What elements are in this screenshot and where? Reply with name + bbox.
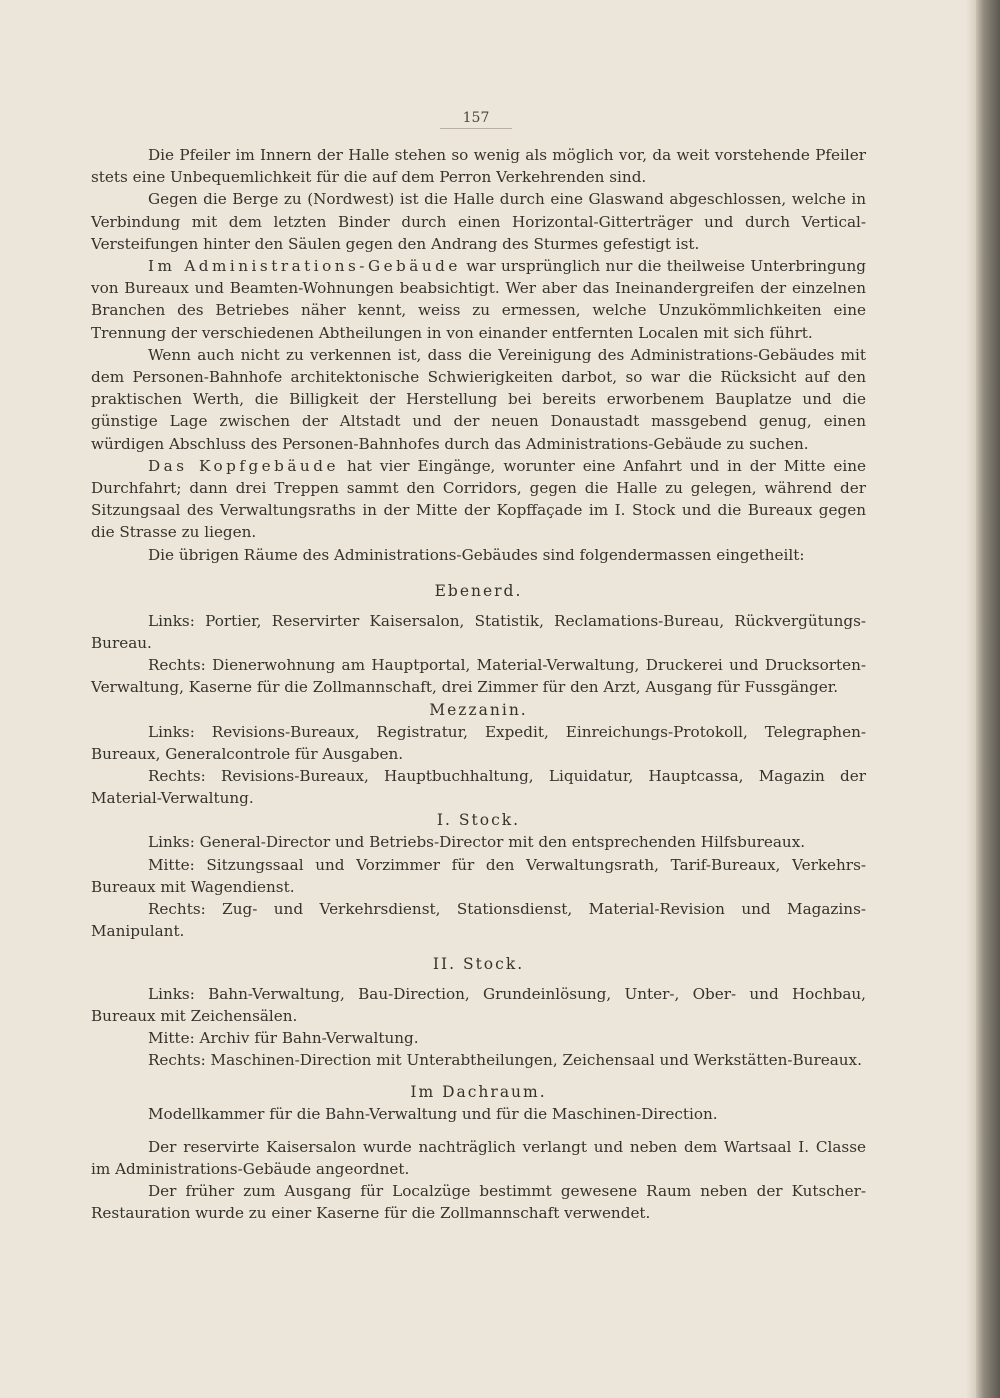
heading-stock-1: I. Stock.	[436, 811, 521, 830]
spaced-term: Im Administrations-Gebäude	[148, 257, 461, 276]
dachraum-text: Modellkammer für die Bahn-Verwaltung und für die Maschinen-Direction.	[148, 1105, 718, 1124]
stock1-mitte: Mitte: Sitzungssaal und Vorzimmer für den Verwaltungsrath, Tarif-Bureaux, Verkehrs-Bureaux mit Wagendienst.	[91, 855, 866, 896]
paragraph-kaserne: Der früher zum Ausgang für Localzüge bestimmt gewesene Raum neben der Kutscher-Restauration wurde zu einer Kaserne für die Zollmannschaft verwendet.	[91, 1181, 866, 1223]
page-gutter-shadow	[966, 0, 976, 1398]
paragraph-glaswand: Gegen die Berge zu (Nordwest) ist die Halle durch eine Glaswand abgeschlossen, welche in Verbindung mit dem letzten Binder durch einen Horizontal-Gitterträger und durch Vertical-Versteifungen hinter den Säulen gegen den Andrang des Sturmes gefestigt ist.	[91, 190, 866, 253]
spacer	[91, 975, 866, 983]
spacer	[91, 566, 866, 580]
mezzanin-rechts: Rechts: Revisions-Bureaux, Hauptbuchhaltung, Liquidatur, Hauptcassa, Magazin der Material-Verwaltung.	[91, 767, 866, 808]
paragraph-pfeiler: Die Pfeiler im Innern der Halle stehen so wenig als möglich vor, da weit vorstehende Pfeiler stets eine Unbequemlichkeit für die auf dem Perron Verkehrenden sind.	[91, 146, 866, 187]
page-body	[91, 144, 866, 1224]
mezzanin-links: Links: Revisions-Bureaux, Registratur, Expedit, Einreichungs-Protokoll, Telegraphen-Bureaux, Generalcontrole für Ausgaben.	[91, 722, 866, 763]
spaced-term: Das Kopfgebäude	[148, 456, 339, 475]
paragraph-vereinigung: Wenn auch nicht zu verkennen ist, dass die Vereinigung des Administrations-Gebäudes mit dem Personen-Bahnhofe architektonische Schwierigkeiten darbot, so war die Rücksicht auf den praktischen Werth, die Billigkeit der Herstellung bei bereits erworbenem Bauplatze und die günstige Lage zwischen der Altstadt und der neuen Donaustadt massgebend genug, einen würdigen Abschluss des Personen-Bahnhofes durch das Administrations-Gebäude zu suchen.	[91, 345, 866, 453]
heading-dachraum: Im Dachraum.	[410, 1083, 547, 1102]
stock2-mitte: Mitte: Archiv für Bahn-Verwaltung.	[148, 1028, 419, 1047]
paragraph-text: war ursprünglich nur die theilweise Unterbringung von Bureaux und Beamten-Wohnungen beabsichtigt. Wer aber das Ineinandergreifen der einzelnen Branchen des Betriebes näher kennt, weiss zu ermessen, welche Unzukömmlichkeiten eine Trennung der verschiedenen Abtheilungen in von einander entfernten Localen mit sich führt.	[91, 257, 866, 342]
page-number: 157	[440, 110, 512, 129]
paragraph-kaisersalon: Der reservirte Kaisersalon wurde nachträglich verlangt und neben dem Wartsaal I. Classe im Administrations-Gebäude angeordnet.	[91, 1137, 866, 1178]
scan-edge	[976, 0, 1000, 1398]
heading-mezzanin: Mezzanin.	[429, 700, 528, 719]
spacer	[91, 1071, 866, 1081]
spacer	[91, 602, 866, 610]
heading-stock-2: II. Stock.	[432, 954, 525, 973]
stock2-rechts: Rechts: Maschinen-Direction mit Unterabtheilungen, Zeichensaal und Werkstätten-Bureaux.	[148, 1051, 862, 1070]
stock1-links: Links: General-Director und Betriebs-Director mit den entsprechenden Hilfsbureaux.	[148, 833, 806, 852]
ebenerd-rechts: Rechts: Dienerwohnung am Hauptportal, Material-Verwaltung, Druckerei und Drucksorten-Verwaltung, Kaserne für die Zollmannschaft, drei Zimmer für den Arzt, Ausgang für Fussgänger.	[91, 656, 866, 697]
ebenerd-links: Links: Portier, Reservirter Kaisersalon, Statistik, Reclamations-Bureau, Rückvergütungs-Bureau.	[91, 611, 866, 653]
heading-ebenerd: Ebenerd.	[434, 581, 523, 600]
stock1-rechts: Rechts: Zug- und Verkehrsdienst, Stationsdienst, Material-Revision und Magazins-Manipulant.	[91, 900, 866, 941]
spacer	[91, 1126, 866, 1136]
stock2-links: Links: Bahn-Verwaltung, Bau-Direction, Grundeinlösung, Unter-, Ober- und Hochbau, Bureaux mit Zeichensälen.	[91, 984, 866, 1025]
paragraph-administrations-gebaeude	[91, 255, 866, 344]
paragraph-kopfgebaeude	[91, 455, 866, 544]
paragraph-text: hat vier Eingänge, worunter eine Anfahrt und in der Mitte eine Durchfahrt; dann drei Treppen sammt den Corridors, gegen die Halle zu gelegen, während der Sitzungsaal des Verwaltungsraths in der Mitte der Kopffaçade im I. Stock und die Bureaux gegen die Strasse zu liegen.	[91, 456, 866, 542]
spacer	[91, 943, 866, 953]
paragraph-raeume: Die übrigen Räume des Administrations-Gebäudes sind folgendermassen eingetheilt:	[148, 545, 805, 564]
